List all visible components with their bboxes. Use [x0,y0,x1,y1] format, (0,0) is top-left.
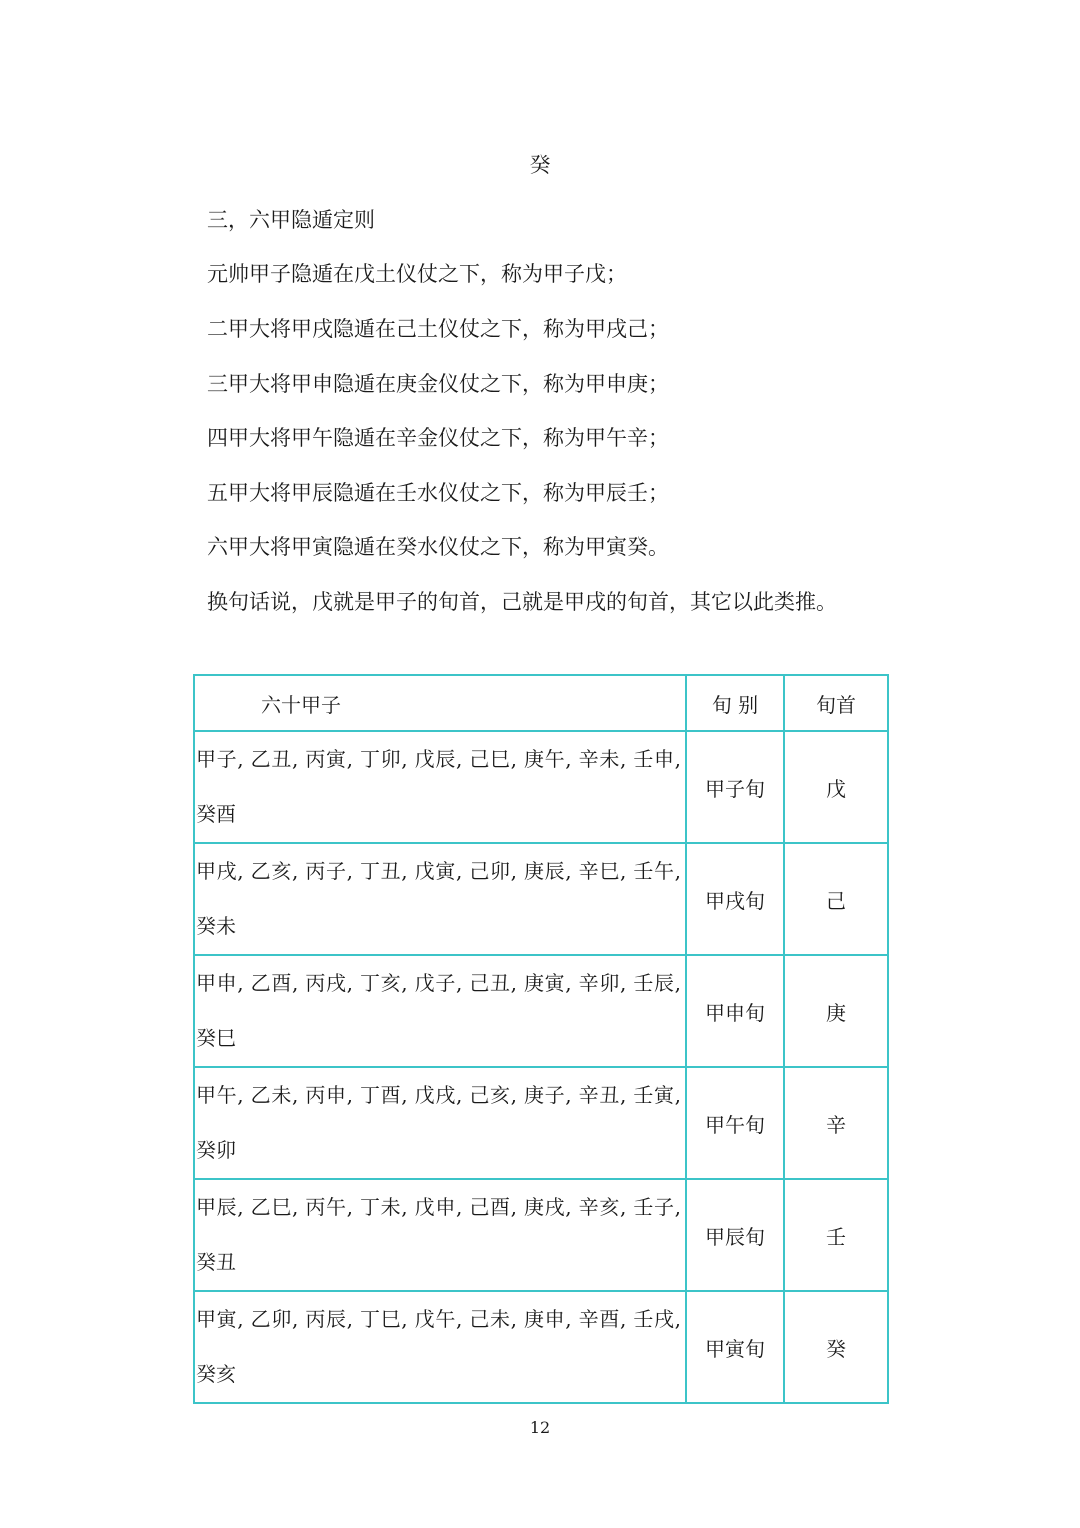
top-character: 癸 [529,153,551,177]
xun-head-cell: 戊 [784,731,888,843]
jiazi-list-cell: 甲申, 乙酉, 丙戌, 丁亥, 戊子, 己丑, 庚寅, 辛卯, 壬辰, 癸巳 [194,955,686,1067]
paragraph-line-4: 四甲大将甲午隐遁在辛金仪仗之下，称为甲午辛； [207,426,669,450]
table-header-row [194,675,888,731]
xun-head-cell: 辛 [784,1067,888,1179]
xun-type-cell: 甲辰旬 [686,1179,784,1291]
page-number: 12 [529,1418,551,1437]
xun-type-cell: 甲寅旬 [686,1291,784,1403]
jiazi-list-cell: 甲寅, 乙卯, 丙辰, 丁巳, 戊午, 己未, 庚申, 辛酉, 壬戌, 癸亥 [194,1291,686,1403]
paragraph-line-5: 五甲大将甲辰隐遁在壬水仪仗之下，称为甲辰壬； [207,481,669,505]
xun-type-cell: 甲戌旬 [686,843,784,955]
table-row [194,731,888,843]
table-row [194,1067,888,1179]
table-row [194,1291,888,1403]
sixty-jiazi-table [193,674,889,1404]
jiazi-list-cell: 甲午, 乙未, 丙申, 丁酉, 戊戌, 己亥, 庚子, 辛丑, 壬寅, 癸卯 [194,1067,686,1179]
table-row [194,1179,888,1291]
paragraph-summary: 换句话说，戊就是甲子的旬首，己就是甲戌的旬首，其它以此类推。 [207,590,837,614]
header-xun-head: 旬首 [784,675,888,731]
paragraph-line-1: 元帅甲子隐遁在戊土仪仗之下，称为甲子戊； [207,262,627,286]
paragraph-line-3: 三甲大将甲申隐遁在庚金仪仗之下，称为甲申庚； [207,372,669,396]
jiazi-list-cell: 甲辰, 乙巳, 丙午, 丁未, 戊申, 己酉, 庚戌, 辛亥, 壬子, 癸丑 [194,1179,686,1291]
xun-type-cell: 甲子旬 [686,731,784,843]
xun-head-cell: 壬 [784,1179,888,1291]
table-row [194,955,888,1067]
jiazi-list-cell: 甲戌, 乙亥, 丙子, 丁丑, 戊寅, 己卯, 庚辰, 辛巳, 壬午, 癸未 [194,843,686,955]
paragraph-line-2: 二甲大将甲戌隐遁在己土仪仗之下，称为甲戌己； [207,317,669,341]
xun-type-cell: 甲申旬 [686,955,784,1067]
xun-type-cell: 甲午旬 [686,1067,784,1179]
section-heading: 三，六甲隐遁定则 [207,208,375,232]
jiazi-list-cell: 甲子, 乙丑, 丙寅, 丁卯, 戊辰, 己巳, 庚午, 辛未, 壬申, 癸酉 [194,731,686,843]
paragraph-line-6: 六甲大将甲寅隐遁在癸水仪仗之下，称为甲寅癸。 [207,535,669,559]
table-row [194,843,888,955]
xun-head-cell: 己 [784,843,888,955]
xun-head-cell: 庚 [784,955,888,1067]
xun-head-cell: 癸 [784,1291,888,1403]
header-xun-type: 旬 别 [686,675,784,731]
header-sixty-jiazi: 六十甲子 [194,675,686,731]
